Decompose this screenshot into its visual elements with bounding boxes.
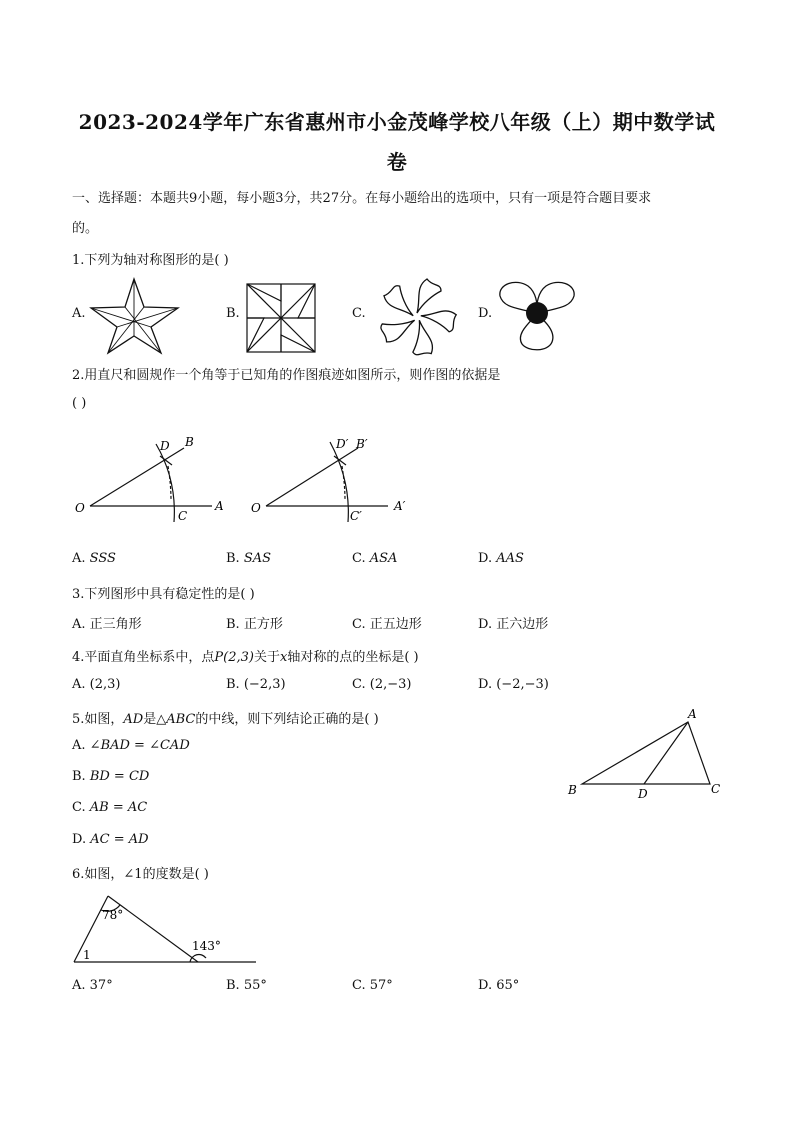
page-title-line1: 2023-2024学年广东省惠州市小金茂峰学校八年级（上）期中数学试 bbox=[78, 110, 716, 134]
q4-option-d[interactable] bbox=[478, 677, 549, 692]
q1-three-leaf-figure bbox=[494, 280, 580, 352]
q4-option-b[interactable] bbox=[226, 677, 286, 692]
q5-stem-post: 的中线，则下列结论正确的是( ) bbox=[195, 712, 379, 727]
q5-stem-ad: AD bbox=[123, 712, 144, 727]
page-title-line2: 卷 bbox=[386, 150, 408, 174]
q6-option-a[interactable]: A. 37° bbox=[72, 978, 113, 993]
q2-left-label-b: B bbox=[185, 435, 194, 449]
q5-option-a-label: A. bbox=[72, 738, 86, 753]
q4-option-b-value: (−2,3) bbox=[243, 677, 286, 692]
q6-option-d[interactable]: D. 65° bbox=[478, 978, 520, 993]
q5-option-d-label: D. bbox=[72, 832, 87, 847]
q4-option-a-value: (2,3) bbox=[89, 677, 121, 692]
q2-option-a-value: SSS bbox=[89, 551, 116, 566]
q2-option-c[interactable] bbox=[352, 551, 397, 566]
q3-option-b[interactable]: B. 正方形 bbox=[226, 617, 283, 632]
q2-option-d-label: D. bbox=[478, 551, 493, 566]
q6-label-143: 143° bbox=[192, 939, 221, 953]
q4-stem bbox=[72, 646, 419, 665]
q2-right-label-a: A′ bbox=[394, 499, 406, 513]
q2-right-label-b: B′ bbox=[356, 437, 368, 451]
q5-option-b[interactable] bbox=[72, 769, 149, 784]
q1-swirl-flower-figure bbox=[370, 275, 465, 360]
q4-option-d-label: D. bbox=[478, 677, 493, 692]
q4-option-c-label: C. bbox=[352, 677, 366, 692]
q5-option-a[interactable] bbox=[72, 738, 190, 753]
q2-option-d-value: AAS bbox=[496, 551, 524, 566]
q5-label-c: C bbox=[711, 782, 721, 796]
q3-stem: 3.下列图形中具有稳定性的是( ) bbox=[72, 587, 255, 602]
q1-option-a-label: A. bbox=[72, 306, 86, 321]
q4-option-d-value: (−2,−3) bbox=[496, 677, 549, 692]
q5-option-d-value: AC = AD bbox=[90, 832, 149, 847]
q2-option-b-value: SAS bbox=[243, 551, 272, 566]
q5-option-b-value: BD = CD bbox=[89, 769, 150, 784]
q2-stem-line1: 2.用直尺和圆规作一个角等于已知角的作图痕迹如图所示，则作图的依据是 bbox=[72, 368, 501, 383]
q1-stem: 1.下列为轴对称图形的是( ) bbox=[72, 253, 229, 268]
q2-option-d[interactable] bbox=[478, 551, 524, 566]
section-header-line2: 的。 bbox=[72, 221, 99, 236]
q1-option-d-label: D. bbox=[478, 306, 493, 321]
q2-option-b[interactable] bbox=[226, 551, 271, 566]
q1-option-b-label: B. bbox=[226, 306, 240, 321]
q5-stem-mid: 是 bbox=[143, 712, 157, 727]
q5-stem-pre: 5.如图， bbox=[72, 712, 124, 727]
q1-option-c-label: C. bbox=[352, 306, 366, 321]
q5-stem bbox=[72, 708, 379, 727]
q4-option-a[interactable] bbox=[72, 677, 121, 692]
q5-label-a: A bbox=[688, 707, 697, 721]
q2-left-label-a: A bbox=[215, 499, 224, 513]
q3-option-d[interactable]: D. 正六边形 bbox=[478, 617, 549, 632]
q4-stem-point: P(2,3) bbox=[214, 650, 254, 665]
q2-right-label-c: C′ bbox=[350, 509, 362, 523]
q4-option-c-value: (2,−3) bbox=[369, 677, 412, 692]
q5-label-b: B bbox=[568, 783, 577, 797]
q2-option-c-label: C. bbox=[352, 551, 366, 566]
section-header-line1: 一、选择题：本题共9小题，每小题3分，共27分。在每小题给出的选项中，只有一项是符合题目要求 bbox=[72, 191, 652, 206]
q6-triangle-figure bbox=[72, 890, 262, 966]
q2-angle-figure-left bbox=[72, 428, 232, 526]
q4-stem-mid: 关于 bbox=[253, 650, 280, 665]
q4-option-c[interactable] bbox=[352, 677, 411, 692]
q6-label-angle1: 1 bbox=[83, 948, 91, 962]
q5-option-c[interactable] bbox=[72, 800, 147, 815]
q6-label-78: 78° bbox=[102, 908, 124, 922]
q5-option-b-label: B. bbox=[72, 769, 86, 784]
q4-option-b-label: B. bbox=[226, 677, 240, 692]
q2-option-c-value: ASA bbox=[369, 551, 398, 566]
q4-stem-axis: x bbox=[280, 650, 288, 665]
q2-option-a[interactable] bbox=[72, 551, 116, 566]
q2-stem-line2: ( ) bbox=[72, 396, 87, 411]
q5-label-d: D bbox=[638, 787, 648, 801]
q2-right-label-o: O bbox=[251, 501, 261, 515]
q5-option-d[interactable] bbox=[72, 832, 149, 847]
q5-option-a-value: ∠BAD = ∠CAD bbox=[89, 738, 190, 753]
q2-angle-figure-right bbox=[246, 428, 416, 526]
q4-stem-pre: 4.平面直角坐标系中，点 bbox=[72, 650, 215, 665]
q2-left-label-d: D bbox=[160, 439, 170, 453]
q2-option-a-label: A. bbox=[72, 551, 86, 566]
q5-stem-triangle: △ABC bbox=[156, 712, 196, 727]
q6-stem: 6.如图，∠1的度数是( ) bbox=[72, 867, 209, 882]
q2-right-label-d: D′ bbox=[336, 437, 349, 451]
q5-triangle-figure bbox=[560, 700, 730, 804]
q2-option-b-label: B. bbox=[226, 551, 240, 566]
q1-pinwheel-figure bbox=[245, 282, 317, 354]
q3-option-c[interactable]: C. 正五边形 bbox=[352, 617, 422, 632]
q1-star-figure bbox=[88, 275, 184, 355]
q2-left-label-o: O bbox=[75, 501, 85, 515]
q5-option-c-value: AB = AC bbox=[89, 800, 148, 815]
q2-left-label-c: C bbox=[178, 509, 188, 523]
q3-option-a[interactable]: A. 正三角形 bbox=[72, 617, 142, 632]
q4-option-a-label: A. bbox=[72, 677, 86, 692]
q5-option-c-label: C. bbox=[72, 800, 86, 815]
q6-option-c[interactable]: C. 57° bbox=[352, 978, 393, 993]
q4-stem-post: 轴对称的点的坐标是( ) bbox=[287, 650, 419, 665]
q6-option-b[interactable]: B. 55° bbox=[226, 978, 267, 993]
